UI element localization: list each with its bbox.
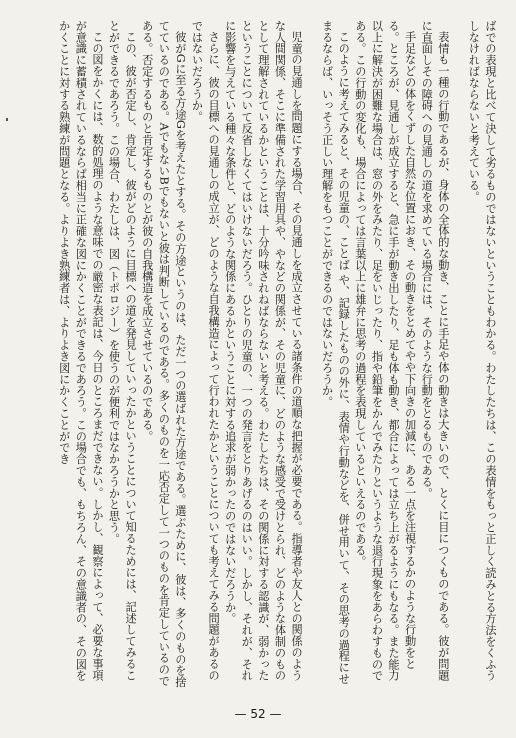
paragraph: 児童の見通しを問題にする場合、その見通しを成立させている諸条件の道順な把握が必要である。指導者や友人との関係のような人間関係、そこに準備された学習用具や、やなどの関係が、その児童に、どのような感受で受けとられ、どのような体制のものとして理解されているかということは、十分吟味されねばならないと考える。わたしたちは、その関係に対する認識が、弱かったということについて反省しなくてはいけないだろう。ひとりの児童の、一つの発言をとりあげるのはいい。しかし、それが、それに影響を与えている種々な条件と、どのような関係にあるかということに対する追求が弱かったのではないだろうか。 xyxy=(223,20,304,682)
paragraph: 表情も一種の行動であるが、身体の全体的な動き、ことに手足や体の動きは大きいので、とくに目につくものである。彼が問題に直面しその障碍への見通しの道を求めている場合には、そのような行動をとるものである。 xyxy=(420,20,450,681)
paragraph: ばでの表現と比べて決して劣るものではないということもわかる。わたしたちは、この表情をもっと正しく読みとる方法をくふうしなければならないと考えている。 xyxy=(467,20,497,682)
vertical-text-body xyxy=(22,20,498,688)
paragraph: 手足などの体をくずした自然な位置におき、その動きをとめてやや下向きの加減に、ある一点を注視するかのような行動をとる。ところが、見通しが成立すると、急に手が動き出したり、足も体も動き、都合によっては立ち上がるようにもなる。また能力以上に解決が困難な場合は、窓の外をみたり、足をいじったり、指や鉛筆をかんでみたりというような退行現象をあらわすものである。この行動の変化も、場合によっては言葉以上に雄弁に思考の過程を表現しているといえるのである。 xyxy=(353,20,417,682)
margin-mark xyxy=(6,118,8,121)
paragraph: さらに、彼の目標への見通しの成立が、どのような自我構造によって行われたかということについても考えてみる問題があるのではないだろうか。 xyxy=(190,20,221,681)
paragraph: このように考えてみると、その児童の、ことば や、記録したものの外に、表情や行動などを、併せ用いて、その思考の過程にせまるならば、いっそう正しい理解をもつことができるのではないだろうか。 xyxy=(320,20,351,685)
paragraph: この、彼が否定し、肯定し、彼がどのように目標への道を発見していったかということについて知るためには、記述してみることができるであろう。この場合、わたしは、図（トポロジー）を使うのが便利ではなかろうかと思う。 xyxy=(107,20,138,681)
paragraph: 彼がGに至る方途Gを考えたとする。その方途というのは、ただ一つの選ばれた方途である。選ぶために、彼は、多くのものを捨てているのである。AでもないBでもないと彼は判断しているのである。多くのものを一応否定して一つのものを肯定しているのである。否定するものと肯定するものとが彼の自我構造を成立させているのである。 xyxy=(140,20,187,688)
page-number: — 52 — xyxy=(234,707,282,721)
paragraph: この図をかくには、数的処理のような意味での厳密な表記は、今日のところまだできない。しかし、観察によって、必要な事項が意識に蓄積されているならば相当に正確な図にかくことができるであろう。この場合でも、もちろん、その意識者の、その図をかくことに対する熟練が問題となる。よりよき熟練者は、よりよき図にかくことができ xyxy=(57,20,104,682)
